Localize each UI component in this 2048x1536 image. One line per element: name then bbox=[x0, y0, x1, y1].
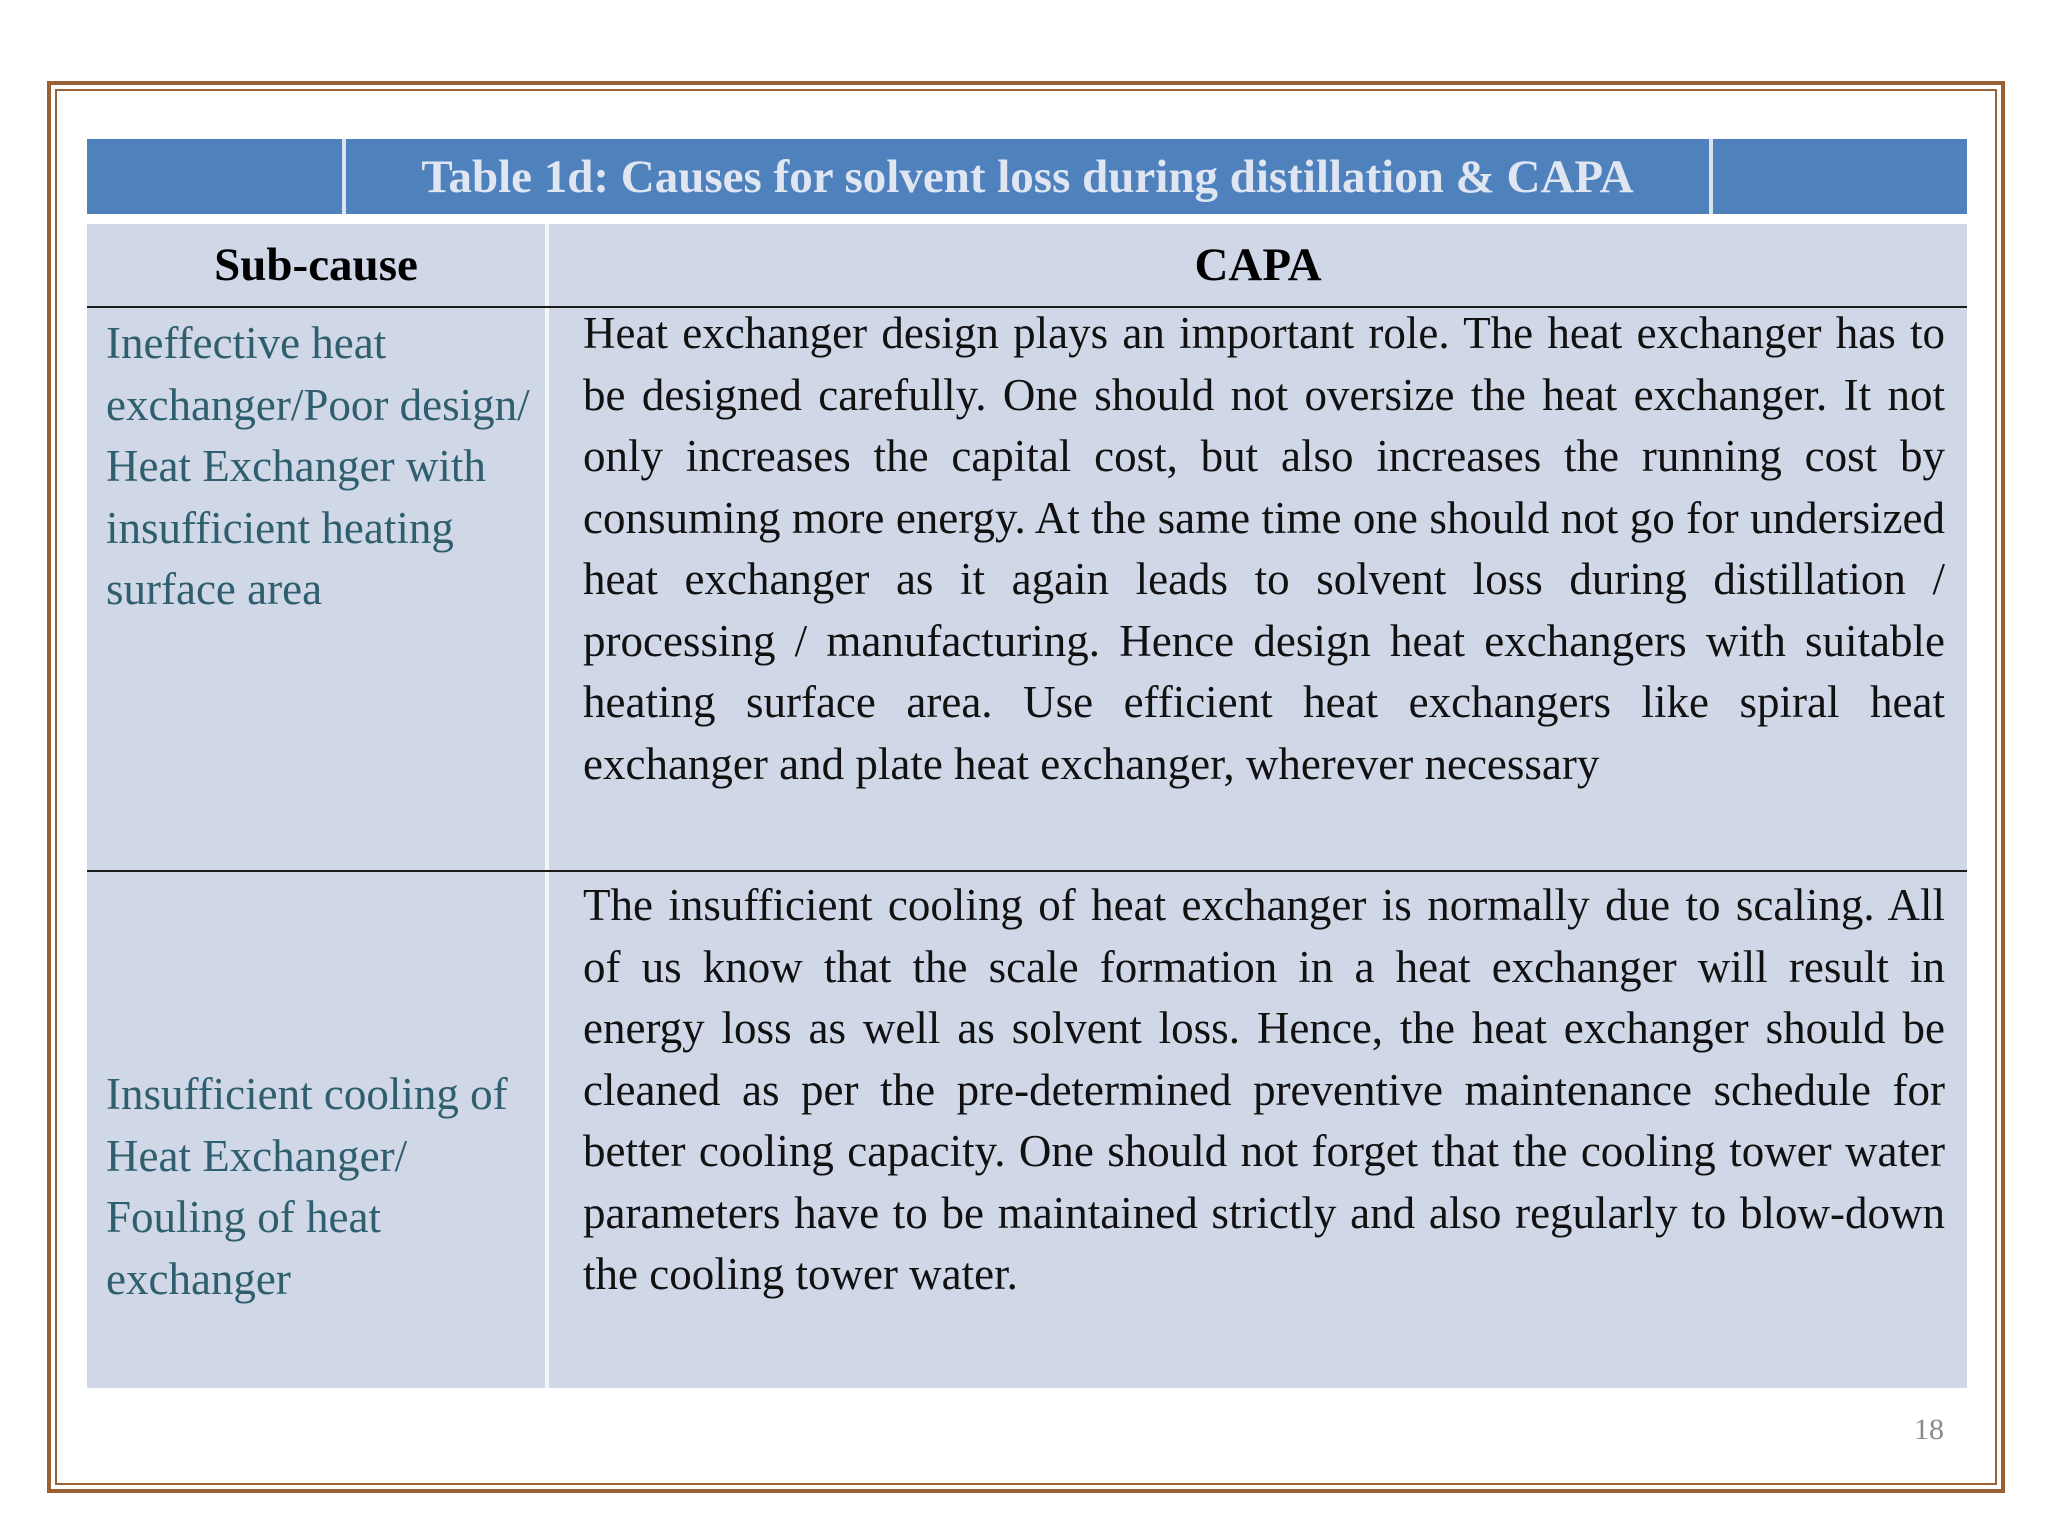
row-2-capa: The insufficient cooling of heat exchanger is normally due to scaling. All of us know that the scale formation in a heat exchanger will result in energy loss as well as solvent loss. Hence, the heat exchanger should be cleaned as per the pre-determined preventive maintenance schedule for better cooling capacity. One should not forget that the cooling tower water parameters have to be maintained strictly and also regularly to blow-down the cooling tower water. bbox=[583, 880, 1945, 1299]
column-divider bbox=[545, 224, 549, 1388]
column-header-capa: CAPA bbox=[1194, 239, 1322, 291]
row-divider-line bbox=[87, 870, 1967, 872]
page-number: 18 bbox=[1914, 1413, 1944, 1446]
title-bar-divider bbox=[1709, 139, 1713, 214]
row-1-sub-cause: Ineffective heat exchanger/Poor design/ Heat Exchanger with insufficient heating surface area bbox=[106, 318, 530, 614]
table-title: Table 1d: Causes for solvent loss during distillation & CAPA bbox=[421, 150, 1634, 203]
row-2-sub-cause: Insufficient cooling of Heat Exchanger/ Fouling of heat exchanger bbox=[106, 1069, 508, 1304]
title-bar-left-cell bbox=[87, 139, 342, 214]
row-1-capa: Heat exchanger design plays an important role. The heat exchanger has to be designed carefully. One should not oversize the heat exchanger. It not only increases the capital cost, but also increases the running cost by consuming more energy. At the same time one should not go for undersized heat exchanger as it again leads to solvent loss during distillation / processing / manufacturing. Hence design heat exchangers with suitable heating surface area. Use efficient heat exchangers like spiral heat exchanger and plate heat exchanger, wherever necessary bbox=[583, 308, 1945, 789]
column-header-sub-cause: Sub-cause bbox=[214, 239, 418, 291]
